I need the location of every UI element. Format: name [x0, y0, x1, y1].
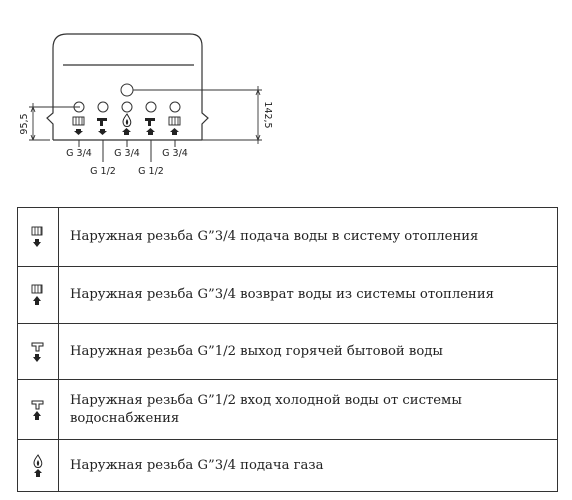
dimension-left-label: 95,5	[19, 113, 30, 135]
gas-flame-icon	[31, 454, 45, 478]
legend-text: Наружная резьба G”3/4 возврат воды из системы отопления	[59, 267, 558, 324]
label-cold-g12: G 1/2	[138, 166, 164, 177]
legend-row	[18, 324, 558, 380]
radiator-supply-icon	[73, 117, 84, 135]
cold-water-tap-icon	[145, 118, 155, 135]
label-supply-g34: G 3/4	[66, 148, 92, 159]
legend-icon-cell	[18, 380, 59, 440]
dimension-right	[133, 86, 262, 144]
legend-icon-cell	[18, 208, 59, 267]
label-return-g34: G 3/4	[162, 148, 188, 159]
legend-icon-cell	[18, 440, 59, 492]
hot-water-tap-icon	[31, 341, 45, 363]
label-gas-g34: G 3/4	[114, 148, 140, 159]
label-hot-g12: G 1/2	[90, 166, 116, 177]
cold-water-tap-icon	[31, 399, 45, 421]
hot-water-tap-icon	[97, 118, 107, 135]
dimension-right-label: 142,5	[262, 101, 273, 129]
legend-text: Наружная резьба G”3/4 подача газа	[59, 440, 558, 492]
center-connection-circle	[121, 84, 133, 96]
connection-circles	[74, 102, 180, 112]
gas-flame-icon	[122, 114, 131, 135]
boiler-connection-diagram	[0, 0, 572, 190]
dimension-left	[29, 103, 80, 140]
legend-icon-cell	[18, 267, 59, 324]
legend-row	[18, 208, 558, 267]
legend-icon-cell	[18, 324, 59, 380]
legend-row	[18, 267, 558, 324]
legend-text: Наружная резьба G”1/2 выход горячей бытовой воды	[59, 324, 558, 380]
radiator-return-icon	[169, 117, 180, 135]
legend-row	[18, 380, 558, 440]
legend-text: Наружная резьба G”1/2 вход холодной воды от системы водоснабжения	[59, 380, 558, 440]
radiator-return-icon	[31, 284, 45, 306]
legend-row	[18, 440, 558, 492]
connections-legend-table	[17, 207, 558, 492]
legend-text: Наружная резьба G”3/4 подача воды в систему отопления	[59, 208, 558, 267]
radiator-supply-icon	[31, 226, 45, 248]
